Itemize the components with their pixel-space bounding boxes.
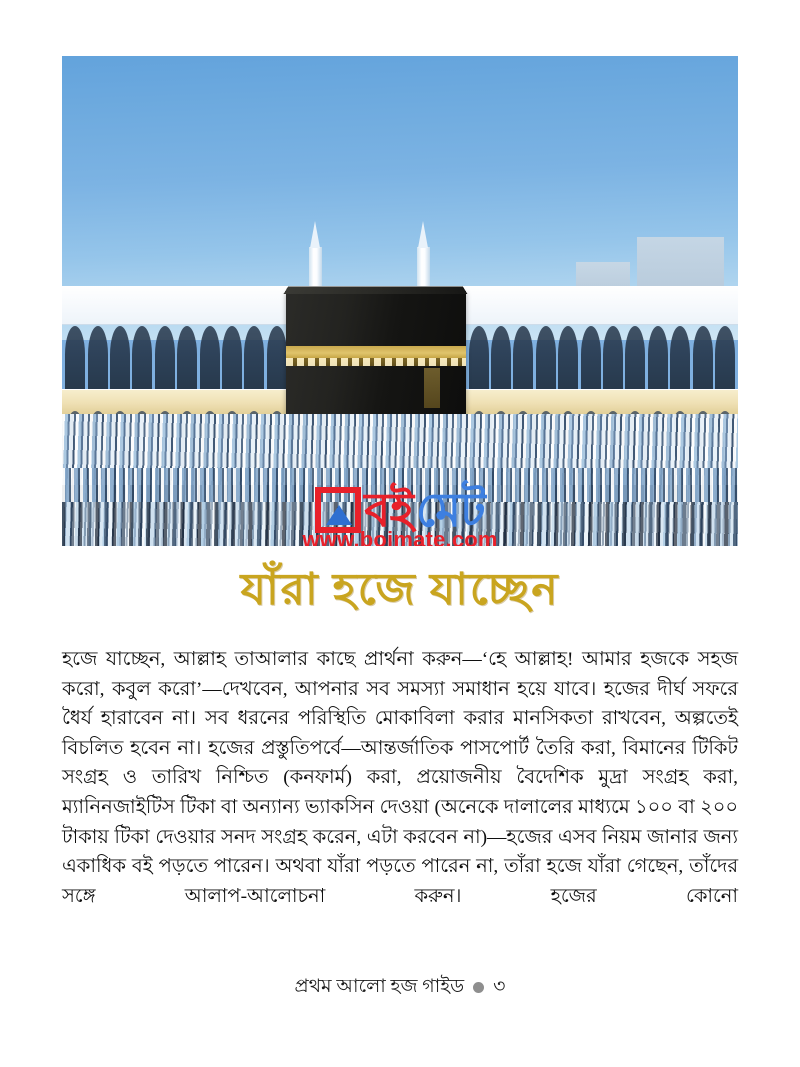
watermark-brand-part1: বই <box>364 483 413 536</box>
arch <box>670 326 690 390</box>
page-title: যাঁরা হজে যাচ্ছেন <box>240 565 560 614</box>
arch <box>581 326 601 390</box>
watermark-brand-part2: মেট <box>415 483 485 536</box>
article-body <box>62 645 738 911</box>
bullet-dot-icon <box>473 982 484 993</box>
watermark-url: www.boimate.com <box>302 527 498 546</box>
arch <box>132 326 152 390</box>
arch <box>469 326 489 390</box>
arch <box>513 326 533 390</box>
arch <box>603 326 623 390</box>
arch <box>648 326 668 390</box>
arch <box>558 326 578 390</box>
arch <box>244 326 264 390</box>
kaaba-photo <box>62 56 738 546</box>
page-footer <box>0 972 800 1004</box>
pilgrim-crowd-midground <box>62 468 738 502</box>
arch <box>693 326 713 390</box>
arch <box>110 326 130 390</box>
arch <box>222 326 242 390</box>
arch <box>715 326 735 390</box>
footer-book-title: প্রথম আলো হজ গাইড <box>294 976 465 997</box>
body-paragraph: হজে যাচ্ছেন, আল্লাহ তাআলার কাছে প্রার্থনা করুন—‘হে আল্লাহ! আমার হজকে সহজ করো, কবুল করো’—দেখবেন, আপনার সব সমস্যা সমাধান হয়ে যাবে। হজের দীর্ঘ সফরে ধৈর্য হারাবেন না। সব ধরনের পরিস্থিতি মোকাবিলা করার মানসিকতা রাখবেন, অল্পতেই বিচলিত হবেন না। হজের প্রস্তুতিপর্বে—আন্তর্জাতিক পাসপোর্ট তৈরি করা, বিমানের টিকিট সংগ্রহ ও তারিখ নিশ্চিত (কনফার্ম) করা, প্রয়োজনীয় বৈদেশিক মুদ্রা সংগ্রহ করা, ম্যানিনজাইটিস টিকা বা অন্যান্য ভ্যাকসিন দেওয়া (অনেকে দালালের মাধ্যমে ১০০ বা ২০০ টাকায় টিকা দেওয়ার সনদ সংগ্রহ করেন, এটা করবেন না)—হজের এসব নিয়ম জানার জন্য একাধিক বই পড়তে পারেন। অথবা যাঁরা পড়তে পারেন না, তাঁরা হজে যাঁরা গেছেন, তাঁদের সঙ্গে আলাপ-আলোচনা করুন। হজের কোনো <box>62 649 738 907</box>
arch <box>177 326 197 390</box>
arch <box>491 326 511 390</box>
kaaba-door <box>424 368 440 408</box>
arch <box>267 326 287 390</box>
arch <box>536 326 556 390</box>
arch <box>200 326 220 390</box>
kiswa-gold-band <box>286 346 465 366</box>
page-number: ৩ <box>493 976 506 997</box>
kaaba-roof <box>284 287 468 294</box>
arch <box>65 326 85 390</box>
arch <box>155 326 175 390</box>
arch <box>625 326 645 390</box>
arch <box>88 326 108 390</box>
